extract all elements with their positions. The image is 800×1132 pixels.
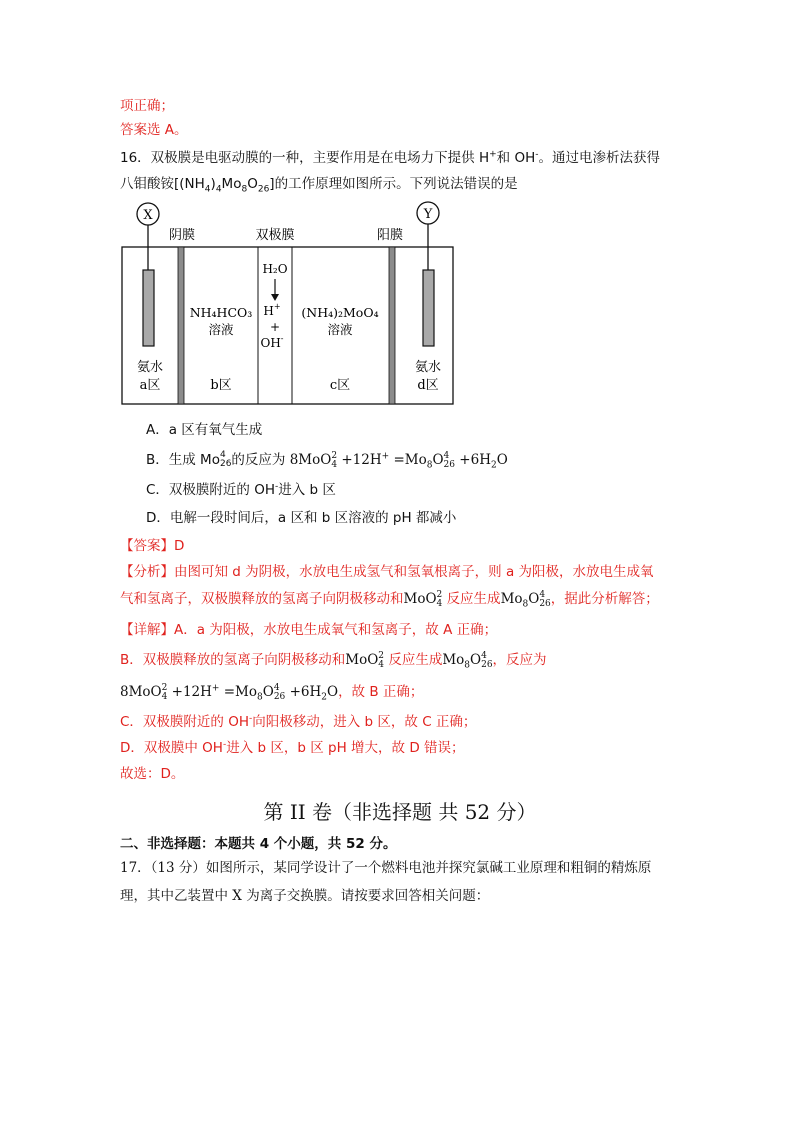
option-a: A．a 区有氧气生成 — [146, 422, 263, 438]
option-c: C．双极膜附近的 OH-进入 b 区 — [146, 481, 336, 498]
region-c-label: c区 — [329, 378, 351, 393]
answer-line: 答案选 A。 — [120, 122, 188, 138]
electrode-y-label: Y — [423, 207, 433, 222]
electrode-x-label: X — [143, 208, 153, 223]
answer-label: 【答案】D — [120, 538, 185, 554]
option-d: D．电解一段时间后，a 区和 b 区溶液的 pH 都减小 — [146, 510, 457, 526]
bipolar-membrane-label: 双极膜 — [255, 228, 295, 243]
part-2-title: 第 II 卷（非选择题 共 52 分） — [263, 800, 537, 824]
electrode-y — [423, 270, 434, 346]
ammonia-d-label: 氨水 — [414, 360, 442, 375]
ammonia-a-label: 氨水 — [136, 360, 164, 375]
question-17-line-1: 17．（13 分）如图所示，某同学设计了一个燃料电池并探究氯碱工业原理和粗铜的精炼原 — [120, 860, 652, 876]
question-17-line-2: 理，其中乙装置中 X 为离子交换膜。请按要求回答相关问题： — [120, 888, 490, 904]
region-d-label: d区 — [417, 378, 439, 393]
analysis-line-1: 【分析】由图可知 d 为阴极，水放电生成氢气和氢氧根离子，则 a 为阳极，水放电生成氧 — [120, 564, 654, 580]
detail-line-5: D．双极膜中 OH-进入 b 区，b 区 pH 增大，故 D 错误； — [120, 739, 465, 756]
cation-membrane-label: 阳膜 — [376, 228, 404, 243]
b-solution-formula: NH₄HCO₃ — [189, 305, 253, 320]
region-a-label: a区 — [139, 378, 161, 393]
text-line: 项正确； — [120, 98, 174, 114]
water-label: H₂O — [262, 262, 288, 276]
anion-membrane — [178, 247, 184, 404]
c-solution-label: 溶液 — [327, 322, 353, 337]
option-b: B．生成 Mo 4 26 的反应为 8MoO 2 4 $+12H^+ =Mo_8O$ 4 26 $+6H_2O$ — [146, 450, 508, 471]
detail-line-1: 【详解】A．a 为阳极，水放电生成氧气和氢离子，故 A 正确； — [120, 622, 498, 638]
electrodialysis-diagram — [0, 0, 800, 420]
detail-line-3: 8MoO 2 4 $+12H^+ =Mo_8O$ 4 26 $+6H_2O$，故 B 正确； — [120, 682, 424, 703]
question-16-line-2: 八钼酸铵$[(NH_4)_4Mo_8O_{26}]$的工作原理如图所示。下列说法错误的是 — [120, 176, 518, 195]
b-solution-label: 溶液 — [208, 322, 234, 337]
cation-membrane — [389, 247, 395, 404]
section-heading: 二、非选择题：本题共 4 个小题，共 52 分。 — [120, 836, 397, 852]
c-solution-formula: (NH₄)₂MoO₄ — [301, 305, 379, 320]
anion-membrane-label: 阴膜 — [168, 228, 196, 243]
oh-minus-label: OH- — [260, 334, 284, 350]
plus-sign: + — [269, 320, 281, 334]
question-16-line-1: 16．双极膜是电驱动膜的一种，主要作用是在电场力下提供 H+和 OH-。通过电渗析法获得 — [120, 149, 660, 166]
conclusion-line: 故选：D。 — [120, 766, 185, 782]
detail-line-2: B．双极膜释放的氢离子向阴极移动和MoO 2 4 反应生成$Mo_8O$ 4 26 ，反应为 — [120, 650, 547, 671]
detail-line-4: C．双极膜附近的 OH-向阳极移动，进入 b 区，故 C 正确； — [120, 713, 477, 730]
electrode-x — [143, 270, 154, 346]
analysis-line-2: 气和氢离子，双极膜释放的氢离子向阴极移动和MoO 2 4 反应生成$Mo_8O$ 4 26 ，据此分析解答； — [120, 589, 659, 610]
region-b-label: b区 — [210, 378, 232, 393]
down-arrow-icon — [271, 294, 279, 301]
h-plus-label: H+ — [263, 302, 281, 318]
